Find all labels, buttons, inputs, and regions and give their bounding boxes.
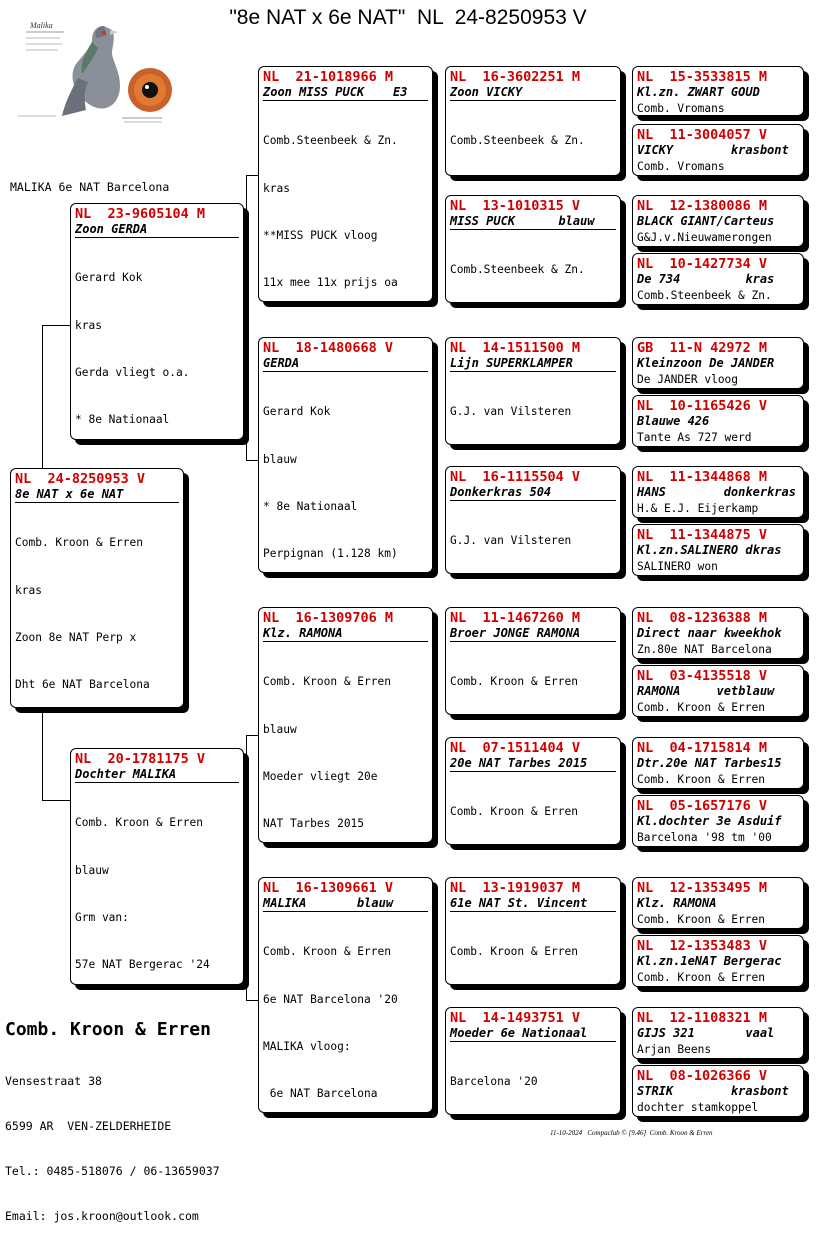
- pigeon-info: [450, 913, 616, 985]
- pigeon-card-fm[interactable]: [258, 337, 433, 573]
- info-line: Grm van:: [75, 910, 129, 924]
- ring-number: NL 13-1010315 V: [450, 198, 581, 214]
- pigeon-info: [450, 643, 616, 715]
- pigeon-head-and-eye-icon: [12, 18, 182, 128]
- pigeon-name: Klz. RAMONA: [263, 626, 428, 642]
- ring-number: NL 11-3004057 V: [637, 127, 768, 143]
- pigeon-card-g16[interactable]: [632, 1065, 804, 1117]
- ring-number: NL 14-1493751 V: [450, 1010, 581, 1026]
- ring-number: NL 21-1018966 M: [263, 69, 394, 85]
- info-line: Gerda vliegt o.a.: [75, 365, 190, 379]
- info-line: Comb. Kroon & Erren: [450, 805, 578, 819]
- info-line: blauw: [263, 722, 297, 736]
- ring-number: NL 04-1715814 M: [637, 740, 768, 756]
- pigeon-info: [450, 373, 616, 445]
- pigeon-name: BLACK GIANT/Carteus: [637, 214, 775, 228]
- owner-address: Vensestraat 38: [5, 1074, 102, 1088]
- connector: [42, 325, 43, 468]
- connector: [42, 708, 43, 800]
- ring-number: NL 10-1427734 V: [637, 256, 768, 272]
- connector: [624, 770, 625, 825]
- pigeon-card-g2[interactable]: [632, 124, 804, 176]
- pigeon-name: Broer JONGE RAMONA: [450, 626, 616, 642]
- pigeon-name: Moeder 6e Nationaal: [450, 1026, 616, 1042]
- pigeon-name: 8e NAT x 6e NAT: [15, 487, 179, 503]
- pigeon-card-g8[interactable]: [632, 524, 804, 576]
- ring-number: NL 16-3602251 M: [450, 69, 581, 85]
- pigeon-name: Lijn SUPERKLAMPER: [450, 356, 616, 372]
- pigeon-card-g15[interactable]: [632, 1007, 804, 1059]
- connector: [624, 225, 625, 280]
- pigeon-name: Kl.zn.SALINERO dkras: [637, 543, 782, 557]
- connector: [437, 670, 438, 785]
- info-line: kras: [75, 318, 102, 332]
- pigeon-name: Blauwe 426: [637, 414, 710, 428]
- connector: [246, 735, 258, 736]
- pigeon-card-mff[interactable]: [445, 607, 621, 715]
- pigeon-name: Klz. RAMONA: [637, 896, 717, 910]
- ring-number: NL 16-1309706 M: [263, 610, 394, 626]
- info-line: dochter stamkoppel: [637, 1101, 759, 1114]
- pigeon-name: MISS PUCK blauw: [450, 214, 616, 230]
- info-line: 6e NAT Barcelona '20: [263, 992, 398, 1006]
- info-line: 6e NAT Barcelona: [263, 1086, 378, 1100]
- info-line: 57e NAT Bergerac '24: [75, 957, 210, 971]
- connector: [246, 735, 247, 1000]
- pigeon-name: RAMONA vetblauw: [637, 684, 775, 698]
- logo-word: Malika: [30, 21, 53, 30]
- info-line: * 8e Nationaal: [263, 499, 358, 513]
- pigeon-card-fmm[interactable]: [445, 466, 621, 574]
- info-line: kras: [15, 583, 42, 597]
- info-line: Comb. Kroon & Erren: [263, 675, 391, 689]
- pigeon-card-fmf[interactable]: [445, 337, 621, 445]
- pigeon-card-g3[interactable]: [632, 195, 804, 247]
- pigeon-card-g10[interactable]: [632, 665, 804, 717]
- pigeon-card-mother[interactable]: [70, 748, 244, 985]
- ring-number: NL 08-1026366 V: [637, 1068, 768, 1084]
- info-line: Comb. Kroon & Erren: [450, 675, 578, 689]
- connector: [437, 125, 438, 235]
- pigeon-name: HANS donkerkras: [637, 485, 796, 499]
- pigeon-name: GIJS 321 vaal: [637, 1026, 775, 1040]
- ring-number: NL 11-1467260 M: [450, 610, 581, 626]
- pigeon-card-g4[interactable]: [632, 253, 804, 305]
- info-line: G&J.v.Nieuwamerongen: [637, 231, 772, 244]
- info-line: De JANDER vloog: [637, 373, 739, 386]
- info-line: Arjan Beens: [637, 1043, 712, 1056]
- connector: [246, 1000, 258, 1001]
- owner-phone: Tel.: 0485-518076 / 06-13659037: [5, 1164, 220, 1178]
- info-line: Comb. Kroon & Erren: [637, 971, 765, 984]
- info-line: G.J. van Vilsteren: [450, 405, 572, 419]
- info-line: Comb.Steenbeek & Zn.: [450, 134, 585, 148]
- pigeon-card-g13[interactable]: [632, 877, 804, 929]
- pigeon-card-mf[interactable]: [258, 607, 433, 843]
- info-line: Comb.Steenbeek & Zn.: [637, 289, 772, 302]
- info-line: Dht 6e NAT Barcelona: [15, 677, 150, 691]
- pigeon-info: [263, 102, 428, 302]
- pigeon-card-father[interactable]: [70, 203, 244, 440]
- pigeon-card-fff[interactable]: [445, 66, 621, 176]
- pigeon-card-g11[interactable]: [632, 737, 804, 789]
- ring-number: NL 15-3533815 M: [637, 69, 768, 85]
- info-line: Comb. Kroon & Erren: [450, 945, 578, 959]
- page-title: "8e NAT x 6e NAT" NL 24-8250953 V: [229, 6, 587, 29]
- footer: 11-10-2024 Compuclub © [9.46] Comb. Kroon & Erren: [550, 1129, 713, 1137]
- ring-number: NL 03-4135518 V: [637, 668, 768, 684]
- info-line: kras: [263, 181, 290, 195]
- owner-details: [5, 1044, 220, 1239]
- ring-number: NL 13-1919037 M: [450, 880, 581, 896]
- pigeon-name: Kl.zn.1eNAT Bergerac: [637, 954, 782, 968]
- info-line: blauw: [75, 863, 109, 877]
- pigeon-name: Donkerkras 504: [450, 485, 616, 501]
- pigeon-name: Zoon VICKY: [450, 85, 616, 101]
- connector: [624, 910, 625, 970]
- ring-number: NL 18-1480668 V: [263, 340, 394, 356]
- info-line: blauw: [263, 452, 297, 466]
- connector: [624, 1035, 625, 1095]
- pigeon-name: De 734 kras: [637, 272, 775, 286]
- pigeon-card-mm[interactable]: [258, 877, 433, 1113]
- owner-postcode: 6599 AR VEN-ZELDERHEIDE: [5, 1119, 172, 1133]
- pigeon-card-g1[interactable]: [632, 66, 804, 116]
- connector: [624, 95, 625, 155]
- info-line: Zoon 8e NAT Perp x: [15, 630, 137, 644]
- connector: [624, 495, 625, 555]
- info-line: **MISS PUCK vloog: [263, 228, 378, 242]
- ring-number: NL 12-1353495 M: [637, 880, 768, 896]
- info-line: Comb. Kroon & Erren: [637, 913, 765, 926]
- pigeon-card-mmf[interactable]: [445, 877, 621, 985]
- pigeon-card-g9[interactable]: [632, 607, 804, 659]
- info-line: NAT Tarbes 2015: [263, 816, 365, 830]
- pigeon-card-mfm[interactable]: [445, 737, 621, 845]
- pigeon-name: Kleinzoon De JANDER: [637, 356, 775, 370]
- pigeon-name: GERDA: [263, 356, 428, 372]
- pigeon-name: Dochter MALIKA: [75, 767, 239, 783]
- info-line: H.& E.J. Eijerkamp: [637, 502, 759, 515]
- info-line: Barcelona '98 tm '00: [637, 831, 772, 844]
- pigeon-card-g5[interactable]: [632, 337, 804, 389]
- connector: [42, 800, 70, 801]
- ring-number: NL 12-1108321 M: [637, 1010, 768, 1026]
- ring-number: NL 14-1511500 M: [450, 340, 581, 356]
- ring-number: NL 16-1115504 V: [450, 469, 581, 485]
- info-line: Perpignan (1.128 km): [263, 546, 398, 560]
- info-line: Moeder vliegt 20e: [263, 769, 378, 783]
- pigeon-info: [263, 643, 428, 843]
- pigeon-info: [15, 504, 179, 708]
- ring-number: NL 23-9605104 M: [75, 206, 206, 222]
- ring-number: NL 11-1344868 M: [637, 469, 768, 485]
- pigeon-info: [75, 239, 239, 440]
- info-line: SALINERO won: [637, 560, 718, 573]
- pigeon-card-g6[interactable]: [632, 395, 804, 447]
- info-line: Comb. Kroon & Erren: [75, 816, 203, 830]
- pigeon-info: [263, 913, 428, 1113]
- pigeon-info: [263, 373, 428, 573]
- pigeon-name: Dtr.20e NAT Tarbes15: [637, 756, 782, 770]
- connector: [437, 935, 438, 1050]
- pigeon-card-g14[interactable]: [632, 935, 804, 987]
- info-line: Comb.Steenbeek & Zn.: [263, 134, 398, 148]
- pigeon-name: Zoon MISS PUCK E3: [263, 85, 428, 101]
- connector: [624, 640, 625, 700]
- pigeon-card-subject[interactable]: [10, 468, 184, 708]
- pigeon-info: [450, 773, 616, 845]
- ring-number: NL 10-1165426 V: [637, 398, 768, 414]
- pigeon-info: [450, 1043, 616, 1115]
- pigeon-name: MALIKA blauw: [263, 896, 428, 912]
- info-line: Zn.80e NAT Barcelona: [637, 643, 772, 656]
- pigeon-card-ffm[interactable]: [445, 195, 621, 303]
- info-line: Gerard Kok: [75, 271, 143, 285]
- pigeon-name: STRIK krasbont: [637, 1084, 789, 1098]
- connector: [437, 400, 438, 515]
- ring-number: NL 08-1236388 M: [637, 610, 768, 626]
- pigeon-name: Kl.dochter 3e Asduif: [637, 814, 782, 828]
- ring-number: GB 11-N 42972 M: [637, 340, 768, 356]
- malika-caption: MALIKA 6e NAT Barcelona: [10, 180, 170, 194]
- info-line: MALIKA vloog:: [263, 1039, 351, 1053]
- ring-number: NL 12-1380086 M: [637, 198, 768, 214]
- pigeon-name: Direct naar kweekhok: [637, 626, 782, 640]
- pigeon-card-ff[interactable]: [258, 66, 433, 302]
- ring-number: NL 11-1344875 V: [637, 527, 768, 543]
- connector: [42, 325, 70, 326]
- owner-email[interactable]: Email: jos.kroon@outlook.com: [5, 1209, 199, 1223]
- pigeon-info: [450, 102, 616, 176]
- pigeon-card-g12[interactable]: [632, 795, 804, 847]
- ring-number: NL 24-8250953 V: [15, 471, 146, 487]
- info-line: Comb. Kroon & Erren: [637, 701, 765, 714]
- info-line: Barcelona '20: [450, 1075, 538, 1089]
- pigeon-name: Zoon GERDA: [75, 222, 239, 238]
- pigeon-name: 61e NAT St. Vincent: [450, 896, 616, 912]
- pigeon-info: [75, 784, 239, 985]
- pigeon-name: 20e NAT Tarbes 2015: [450, 756, 616, 772]
- logo: [12, 18, 182, 128]
- info-line: Comb. Kroon & Erren: [15, 536, 143, 550]
- pigeon-name: VICKY krasbont: [637, 143, 789, 157]
- owner-name: Comb. Kroon & Erren: [5, 1019, 211, 1040]
- pigeon-name: Kl.zn. ZWART GOUD: [637, 85, 760, 99]
- pigeon-card-g7[interactable]: [632, 466, 804, 518]
- ring-number: NL 12-1353483 V: [637, 938, 768, 954]
- ring-number: NL 05-1657176 V: [637, 798, 768, 814]
- info-line: G.J. van Vilsteren: [450, 534, 572, 548]
- pigeon-card-mmm[interactable]: [445, 1007, 621, 1115]
- info-line: Comb. Kroon & Erren: [637, 773, 765, 786]
- info-line: Comb. Vromans: [637, 102, 725, 115]
- info-line: 11x mee 11x prijs oa: [263, 275, 398, 289]
- info-line: Comb. Vromans: [637, 160, 725, 173]
- pigeon-info: [450, 231, 616, 303]
- ring-number: NL 07-1511404 V: [450, 740, 581, 756]
- connector: [246, 460, 258, 461]
- info-line: Comb. Kroon & Erren: [263, 945, 391, 959]
- info-line: * 8e Nationaal: [75, 412, 170, 426]
- info-line: Gerard Kok: [263, 405, 331, 419]
- connector: [624, 365, 625, 425]
- ring-number: NL 20-1781175 V: [75, 751, 206, 767]
- connector: [246, 175, 258, 176]
- connector: [246, 175, 247, 460]
- ring-number: NL 16-1309661 V: [263, 880, 394, 896]
- info-line: Comb.Steenbeek & Zn.: [450, 263, 585, 277]
- pigeon-info: [450, 502, 616, 574]
- info-line: Tante As 727 werd: [637, 431, 752, 444]
